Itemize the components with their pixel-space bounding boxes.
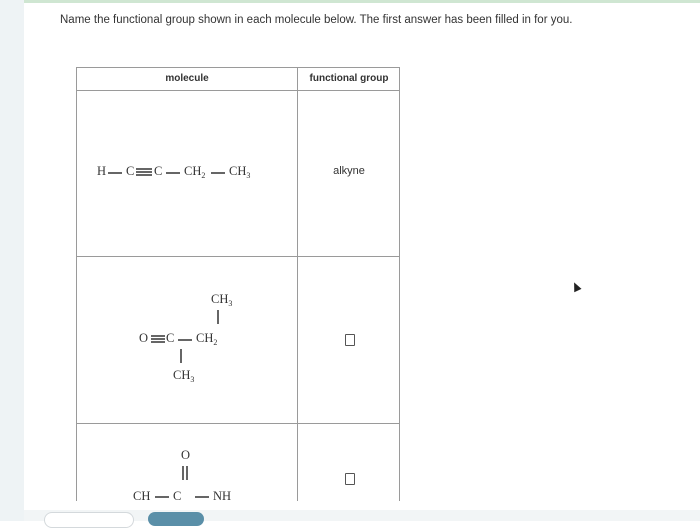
nh-group: NH [213, 489, 232, 501]
atom-o: O [181, 448, 191, 462]
atom-h: H [97, 164, 107, 178]
single-bond [211, 172, 225, 174]
answer-input-3[interactable] [345, 473, 355, 485]
table-row-divider [77, 256, 399, 257]
single-bond [108, 172, 122, 174]
ch2-group: $CH_2$ [184, 164, 206, 180]
single-bond [155, 496, 169, 498]
check-button[interactable] [148, 512, 204, 526]
mouse-cursor-icon [570, 281, 581, 293]
single-bond [180, 349, 182, 363]
ch3-group: $CH_3$ [229, 164, 251, 180]
functional-group-table [76, 67, 400, 501]
single-bond [217, 310, 219, 324]
answer-alkyne: alkyne [333, 165, 365, 177]
single-bond [178, 339, 192, 341]
single-bond [195, 496, 209, 498]
top-accent-line [24, 0, 700, 3]
triple-bond [151, 334, 165, 344]
atom-c: C [126, 164, 135, 178]
atom-c: C [173, 489, 182, 501]
question-instruction: Name the functional group shown in each molecule below. The first answer has been filled in for you. [60, 14, 573, 26]
single-bond [166, 172, 180, 174]
ch2-group: $CH_2$ [196, 331, 218, 347]
atom-o: O [139, 331, 149, 345]
atom-c: C [166, 331, 175, 345]
header-functional-group: functional group [309, 73, 389, 84]
ch-group: CH [133, 489, 151, 501]
secondary-button[interactable] [44, 512, 134, 528]
answer-input-2[interactable] [345, 334, 355, 346]
header-molecule: molecule [165, 73, 209, 84]
table-row-divider [77, 423, 399, 424]
table-column-divider [297, 68, 298, 501]
ch3-group: $CH_3$ [211, 292, 233, 308]
left-margin [0, 0, 24, 521]
atom-c: C [154, 164, 163, 178]
triple-bond [136, 167, 152, 177]
double-bond [181, 466, 189, 480]
table-header-divider [77, 90, 399, 91]
ch3-group: $CH_3$ [173, 368, 195, 384]
